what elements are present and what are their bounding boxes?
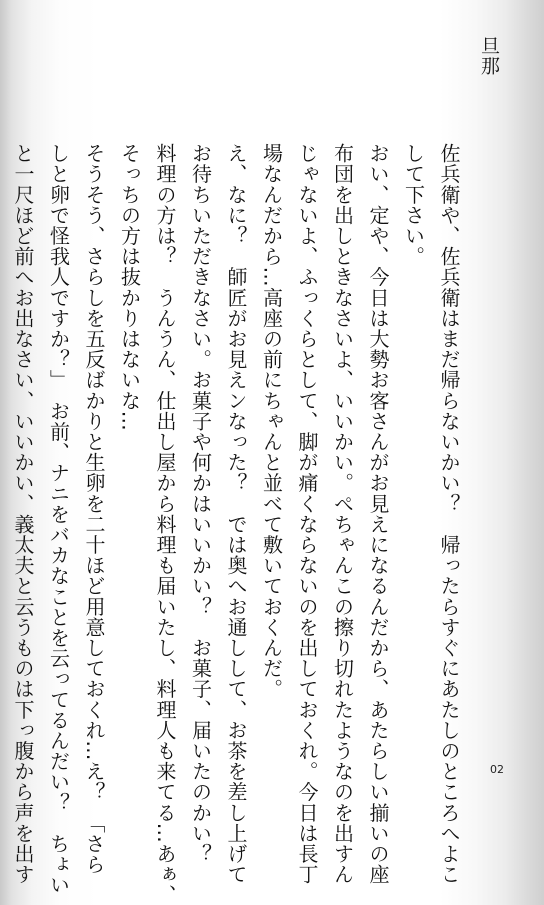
text-line-1: 佐兵衛や、佐兵衛はまだ帰らないかい？ 帰ったらすぐにあたしのところへよこ	[437, 143, 461, 885]
text-line-8: お待ちいただきなさい。お菓子や何かはいいかい？ お菓子、届いたのかい？	[188, 143, 213, 864]
text-line-9: 料理の方は？ うんうん、仕出し屋から料理も届いたし、料理人も来てる…あぁ、	[153, 143, 177, 905]
text-line-4: 布団を出しときなさいよ、いいかい。ぺちゃんこの擦り切れたようなのを出すん	[330, 143, 355, 885]
section-title: 旦那	[478, 36, 500, 76]
text-line-12: しと卵で怪我人ですか？」 お前、ナニをバカなことを云ってるんだい？ ちょい	[46, 143, 71, 896]
text-line-7: え、なに？ 師匠がお見えンなった？ では奥へお通しして、お茶を差し上げて	[224, 143, 248, 885]
text-line-6: 場なんだから…高座の前にちゃんと並べて敷いておくんだ。	[259, 143, 284, 700]
body-text	[0, 143, 466, 905]
text-line-14	[0, 143, 5, 768]
text-line-2: して下さい。	[401, 143, 426, 267]
text-line-10: そっちの方は抜かりはないな…	[117, 143, 142, 432]
text-line-13: と一尺ほど前へお出なさい、いいかい、義太夫と云うものは下っ腹から声を出す	[11, 143, 35, 885]
text-line-5: じゃないよ、ふっくらとして、脚が痛くならないのを出しておくれ。今日は長丁	[295, 143, 319, 885]
text-line-3: おい、定や、今日は大勢お客さんがお見えになるんだから、あたらしい揃いの座	[366, 143, 390, 885]
page-number: 02	[490, 763, 504, 776]
text-line-11: そうそう、さらしを五反ばかりと生卵を二十ほど用意しておくれ…え？ 「さら	[82, 143, 106, 875]
